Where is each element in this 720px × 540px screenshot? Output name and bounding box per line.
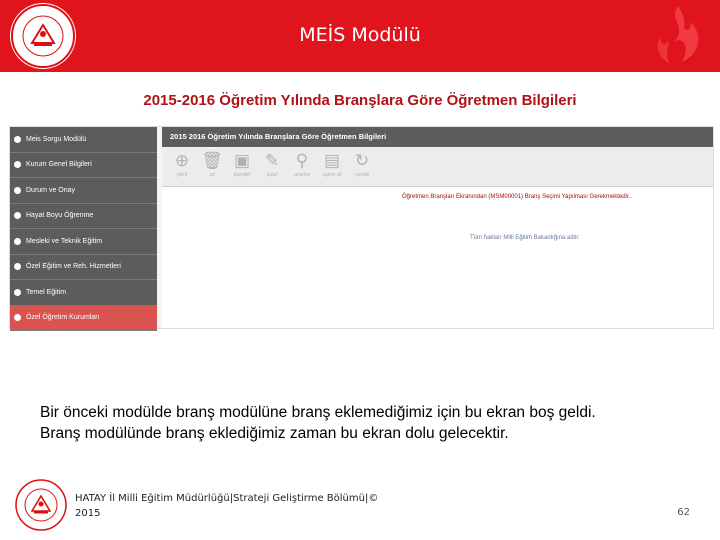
edit-button[interactable]: ✎ iptal — [258, 151, 286, 179]
sidebar-item-label: Özel Eğitim ve Reh. Hizmetleri — [26, 263, 121, 271]
report-button[interactable]: ▤ rapor al — [318, 151, 346, 179]
explanation-text — [40, 402, 720, 444]
flame-icon — [640, 4, 710, 68]
footer-credits — [75, 491, 445, 521]
search-button[interactable]: ⚲ arama — [288, 151, 316, 179]
bullet-icon — [14, 263, 21, 270]
plus-icon: ⊕ — [174, 151, 190, 170]
save-button[interactable]: ▣ kaydet — [228, 151, 256, 179]
pencil-icon: ✎ — [264, 151, 280, 170]
panel-body — [162, 187, 713, 328]
bullet-icon — [14, 289, 21, 296]
sidebar-item-label: Mesleki ve Teknik Eğitim — [26, 237, 103, 245]
sidebar-item-mesleki-teknik[interactable] — [10, 229, 157, 255]
meis-screenshot — [9, 126, 714, 329]
info-message: Öğretmen Branşları Ekranından (MSM00001) Branş Seçimi Yapılması Gerekmektedir.. — [402, 194, 632, 200]
search-icon: ⚲ — [295, 151, 309, 170]
trash-icon: 🗑 — [201, 151, 223, 170]
sidebar-item-kurum-genel[interactable] — [10, 153, 157, 179]
bullet-icon — [14, 161, 21, 168]
bullet-icon — [14, 238, 21, 245]
refresh-button[interactable]: ↻ yenile — [348, 151, 376, 179]
sidebar-menu — [10, 127, 157, 328]
sidebar-item-meis-sorgu[interactable] — [10, 127, 157, 153]
add-button[interactable]: ⊕ yeni — [168, 151, 196, 179]
copyright-notice: Tüm hakları Milli Eğitim Bakanlığına aittir. — [470, 235, 580, 241]
sidebar-item-temel-egitim[interactable] — [10, 280, 157, 306]
document-icon: ▤ — [323, 151, 341, 170]
footer-line-1: HATAY İl Milli Eğitim Müdürlüğü|Strateji Geliştirme Bölümü|© — [75, 493, 379, 504]
sidebar-item-label: Hayat Boyu Öğrenme — [26, 212, 94, 220]
sidebar-item-label: Kurum Genel Bilgileri — [26, 161, 92, 169]
sidebar-item-ozel-egitim[interactable] — [10, 255, 157, 281]
slide-title: 2015-2016 Öğretim Yılında Branşlara Göre Öğretmen Bilgileri — [143, 92, 577, 109]
sidebar-item-durum-onay[interactable] — [10, 178, 157, 204]
bullet-icon — [14, 136, 21, 143]
footer-line-2: 2015 — [75, 508, 101, 519]
header-title: MEİS Modülü — [299, 24, 421, 46]
sidebar-item-ozel-ogretim[interactable] — [10, 306, 157, 332]
page-number: 62 — [677, 507, 690, 518]
sidebar-item-label: Özel Öğretim Kurumları — [26, 314, 100, 322]
floppy-icon: ▣ — [233, 151, 251, 170]
sidebar-item-label: Durum ve Onay — [26, 186, 76, 194]
sidebar-item-hayat-boyu[interactable] — [10, 204, 157, 230]
toolbar — [162, 148, 713, 187]
footer-meb-logo — [14, 478, 68, 532]
sidebar-item-label: Meis Sorgu Modülü — [26, 135, 87, 143]
bullet-icon — [14, 187, 21, 194]
panel-title: 2015 2016 Öğretim Yılında Branşlara Göre Öğretmen Bilgileri — [162, 127, 713, 147]
delete-button[interactable]: 🗑 sil — [198, 151, 226, 179]
bullet-icon — [14, 212, 21, 219]
header-bar — [0, 0, 720, 72]
refresh-icon: ↻ — [354, 151, 370, 170]
explanation-line-1: Bir önceki modülde branş modülüne branş eklemediğimiz için bu ekran boş geldi. — [40, 404, 596, 421]
sidebar-item-label: Temel Eğitim — [26, 288, 67, 296]
bullet-icon — [14, 314, 21, 321]
explanation-line-2: Branş modülünde branş eklediğimiz zaman bu ekran dolu gelecektir. — [40, 425, 509, 442]
